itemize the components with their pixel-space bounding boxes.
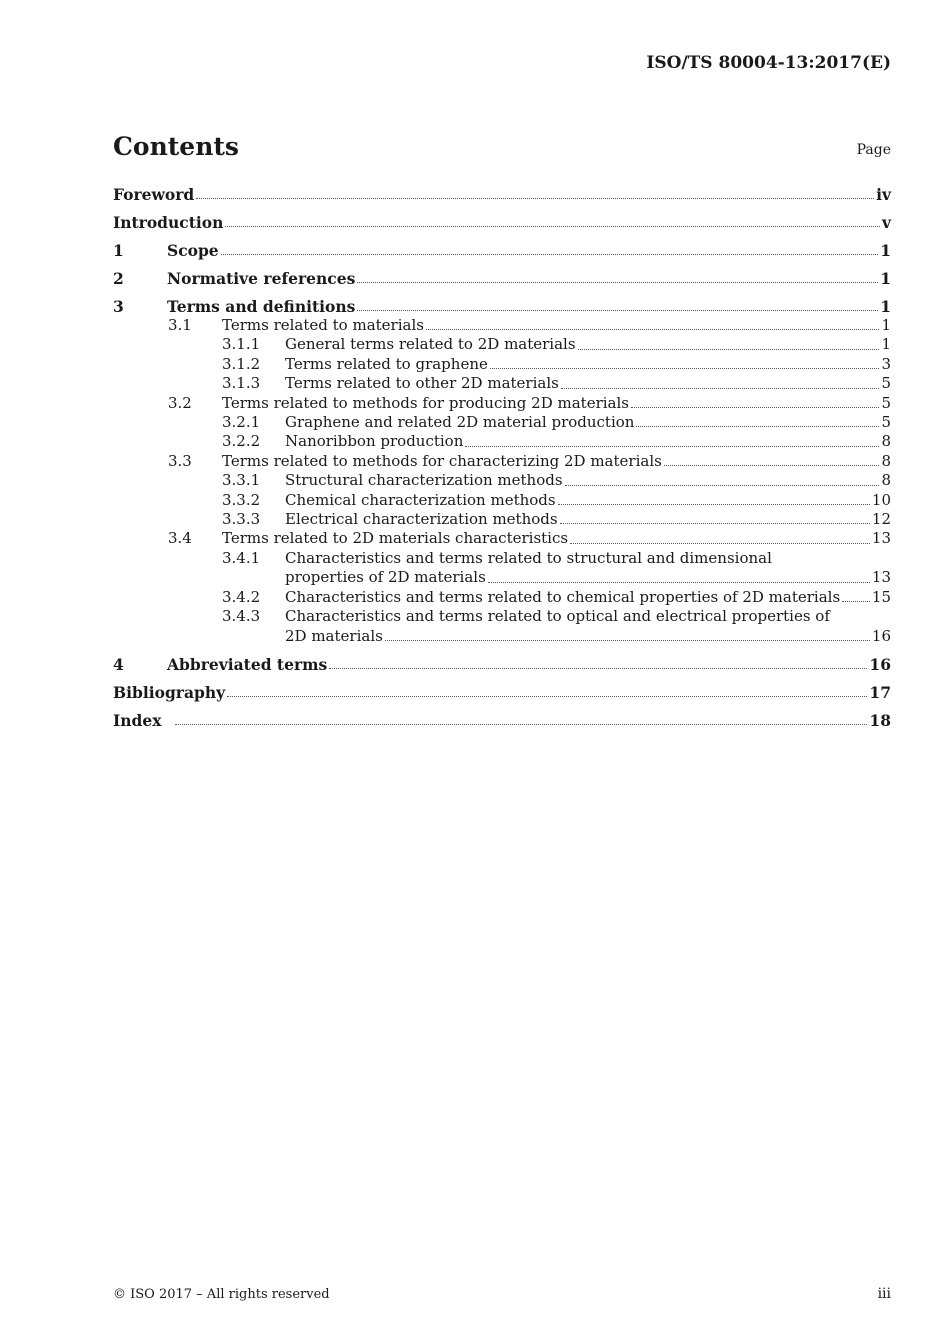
toc-entry-page: 1 [881,316,891,334]
toc-entry-text [285,607,891,646]
page-number: iii [877,1286,891,1302]
toc-entry-page: 10 [871,490,891,509]
toc-entry-page: 15 [871,587,891,606]
table-of-contents [113,185,891,730]
dot-leader [385,640,870,641]
toc-entry-page: 16 [871,626,891,645]
toc-entry-number: 3.4 [168,529,192,548]
toc-entry-number: 3.3.2 [222,490,261,509]
toc-entry-title: General terms related to 2D materials [285,335,576,354]
toc-entry-3-1-1[interactable] [113,335,891,354]
toc-entry-number: 3.3.1 [222,471,261,490]
toc-entry-title: Bibliography [113,682,226,702]
dot-leader [558,504,870,505]
toc-entry-introduction[interactable] [113,213,891,232]
toc-entry-3-3-1[interactable] [113,471,891,490]
toc-entry-page: 1 [880,269,891,288]
toc-entry-number: 3.2.1 [222,413,261,432]
dot-leader [561,388,880,389]
toc-entry-3-2[interactable] [113,394,891,413]
toc-entry-number: 3.3.3 [222,510,261,529]
dot-leader [636,426,879,427]
toc-entry-title: Nanoribbon production [285,432,464,451]
toc-entry-title: Abbreviated terms [167,654,328,674]
toc-entry-text [285,549,891,588]
toc-entry-page: 17 [869,682,891,702]
toc-entry-number: 3.2 [168,393,192,412]
toc-entry-terms-and-definitions[interactable] [113,297,891,316]
dot-leader [227,696,867,697]
contents-title: Contents [113,132,240,161]
toc-entry-title: Structural characterization methods [285,471,563,490]
toc-entry-title: Terms related to methods for characterizing 2D materials [222,451,662,470]
toc-entry-title-line1: Characteristics and terms related to optical and electrical properties of [285,607,830,626]
toc-entry-title: Terms related to graphene [285,354,488,373]
toc-entry-title: Introduction [113,213,224,232]
toc-entry-page: 8 [881,471,891,490]
toc-entry-page: 8 [881,432,891,451]
toc-entry-number: 3.2.2 [222,432,261,451]
document-id: ISO/TS 80004-13:2017(E) [646,53,891,73]
toc-entry-3-2-1[interactable] [113,413,891,432]
toc-entry-3-4-2[interactable] [113,588,891,607]
toc-entry-page: 5 [881,393,891,412]
dot-leader [221,254,879,255]
toc-entry-number: 2 [113,269,124,288]
toc-entry-3-4-3[interactable] [113,607,891,646]
toc-entry-title: Normative references [167,269,356,288]
dot-leader [465,446,879,447]
toc-entry-title: Foreword [113,185,195,204]
toc-entry-3-4[interactable] [113,529,891,548]
toc-entry-3-3-3[interactable] [113,510,891,529]
toc-entry-number: 3.4.1 [222,548,261,567]
toc-entry-scope[interactable] [113,241,891,260]
toc-entry-page: 13 [871,568,891,587]
toc-entry-title: Terms and definitions [167,297,356,316]
toc-entry-3-1[interactable] [113,316,891,335]
toc-entry-foreword[interactable] [113,185,891,204]
toc-entry-title: Scope [167,241,219,260]
dot-leader [631,407,879,408]
toc-entry-3-4-1[interactable] [113,549,891,588]
dot-leader [664,465,880,466]
toc-entry-page: 1 [881,335,891,354]
toc-entry-number: 3.3 [168,451,192,470]
toc-entry-page: 3 [881,354,891,373]
toc-entry-title: Chemical characterization methods [285,490,556,509]
dot-leader [842,601,870,602]
toc-entry-number: 1 [113,241,124,260]
toc-entry-page: 12 [871,510,891,529]
toc-entry-number: 3 [113,297,124,316]
toc-entry-abbreviated-terms[interactable] [113,655,891,674]
toc-entry-number: 4 [113,654,124,674]
toc-entry-page: 1 [880,297,891,316]
toc-entry-normative-references[interactable] [113,269,891,288]
toc-entry-3-1-2[interactable] [113,355,891,374]
dot-leader [225,226,880,227]
toc-entry-page: v [881,213,891,232]
toc-entry-title: Characteristics and terms related to chemical properties of 2D materials [285,587,841,606]
toc-entry-page: 13 [871,529,891,548]
dot-leader [357,310,878,311]
toc-entry-number: 3.4.3 [222,607,261,626]
dot-leader [578,349,880,350]
toc-entry-index[interactable] [113,711,891,730]
dot-leader [490,368,880,369]
toc-entry-3-1-3[interactable] [113,374,891,393]
dot-leader [196,198,874,199]
toc-entry-title: Terms related to 2D materials characteristics [222,529,569,548]
toc-entry-title: Terms related to methods for producing 2D materials [222,393,629,412]
toc-entry-title: Graphene and related 2D material production [285,413,635,432]
dot-leader [357,282,878,283]
dot-leader [488,582,870,583]
toc-entry-3-2-2[interactable] [113,432,891,451]
toc-entry-page: 5 [881,413,891,432]
toc-entry-3-3[interactable] [113,452,891,471]
toc-entry-page: iv [876,185,891,204]
toc-entry-number: 3.1.3 [222,374,261,393]
toc-entry-bibliography[interactable] [113,683,891,702]
dot-leader [175,724,867,725]
toc-entry-page: 18 [869,710,891,730]
contents-heading [113,130,891,166]
toc-entry-number: 3.1.1 [222,335,261,354]
toc-entry-page: 8 [881,451,891,470]
toc-entry-title: Index [113,710,162,730]
dot-leader [329,668,867,669]
toc-entry-title-line1: Characteristics and terms related to structural and dimensional [285,548,772,567]
dot-leader [570,543,870,544]
toc-entry-title-line2: properties of 2D materials [285,568,486,587]
toc-entry-number: 3.1.2 [222,354,261,373]
dot-leader [426,329,880,330]
toc-entry-title: Electrical characterization methods [285,510,558,529]
toc-entry-page: 5 [881,374,891,393]
toc-entry-title: Terms related to other 2D materials [285,374,559,393]
dot-leader [565,485,880,486]
toc-entry-last-line [285,568,891,587]
toc-entry-last-line [285,627,891,646]
toc-entry-3-3-2[interactable] [113,491,891,510]
toc-entry-page: 1 [880,241,891,260]
toc-entry-number: 3.4.2 [222,587,261,606]
copyright-notice: © ISO 2017 – All rights reserved [113,1287,330,1302]
toc-entry-title-line2: 2D materials [285,626,383,645]
toc-entry-title: Terms related to materials [222,316,424,334]
toc-entry-page: 16 [869,654,891,674]
dot-leader [560,523,870,524]
toc-entry-number: 3.1 [168,316,192,334]
page-column-label: Page [856,142,891,158]
